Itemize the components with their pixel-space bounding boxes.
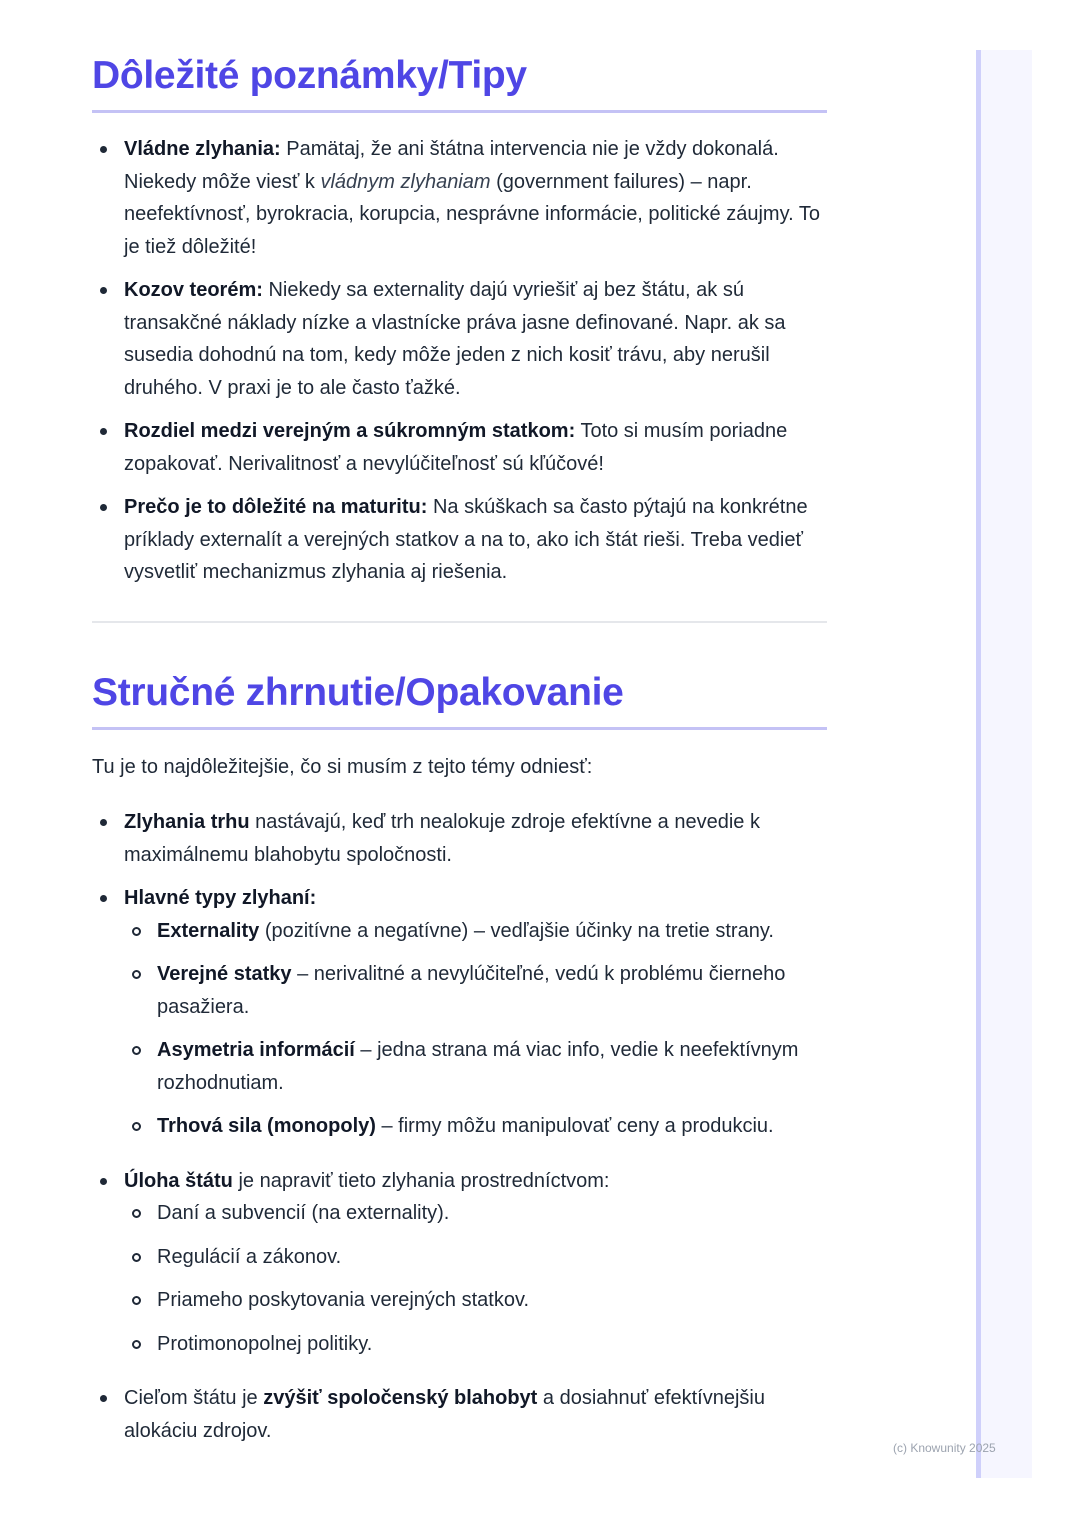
sub-list-item: Daní a subvencií (na externality). <box>124 1197 827 1230</box>
side-panel <box>976 50 1032 1478</box>
sub-list-item: Regulácií a zákonov. <box>124 1241 827 1274</box>
list-item: Vládne zlyhania: Pamätaj, že ani štátna intervencia nie je vždy dokonalá. Niekedy môže viesť k vládnym zlyhaniam (government failures) – napr. neefektívnosť, byrokracia, korupcia, nesprávne informácie, politické záujmy. To je tiež dôležité! <box>92 133 827 263</box>
list-item: Rozdiel medzi verejným a súkromným statkom: Toto si musím poriadne zopakovať. Nerivalitnosť a nevylúčiteľnosť sú kľúčové! <box>92 415 827 480</box>
failure-types-list <box>124 915 827 1143</box>
list-item: Úloha štátu je napraviť tieto zlyhania prostredníctvom: Daní a subvencií (na externality). Regulácií a zákonov. Priameho poskytovania verejných statkov. Protimonopolnej politiky. <box>92 1165 827 1361</box>
side-panel-border <box>976 50 981 1478</box>
summary-intro: Tu je to najdôležitejšie, čo si musím z tejto témy odniesť: <box>92 755 593 778</box>
list-item: Hlavné typy zlyhaní: Externality (pozitívne a negatívne) – vedľajšie účinky na tretie strany. Verejné statky – nerivalitné a nevylúčiteľné, vedú k problému čierneho pasažiera. Asymetria informácií – jedna strana má viac info, vedie k neefektívnym rozhodnutiam. Trhová sila (monopoly) – firmy môžu manipulovať ceny a produkciu. <box>92 882 827 1143</box>
state-role-list <box>124 1197 827 1360</box>
summary-list <box>92 806 827 1447</box>
document-content <box>92 50 827 1447</box>
list-item: Prečo je to dôležité na maturitu: Na skúškach sa často pýtajú na konkrétne príklady externalít a verejných statkov a na to, ako ich štát rieši. Treba vedieť vysvetliť mechanizmus zlyhania aj riešenia. <box>92 491 827 589</box>
list-item: Zlyhania trhu nastávajú, keď trh nealokuje zdroje efektívne a nevedie k maximálnemu blahobytu spoločnosti. <box>92 806 827 871</box>
section-title-summary: Stručné zhrnutie/Opakovanie <box>92 670 624 714</box>
list-item: Kozov teorém: Niekedy sa externality dajú vyriešiť aj bez štátu, ak sú transakčné náklady nízke a vlastnícke práva jasne definované. Napr. ak sa susedia dohodnú na tom, kedy môže jeden z nich kosiť trávu, aby nerušil druhého. V praxi je to ale často ťažké. <box>92 274 827 404</box>
sub-list-item: Protimonopolnej politiky. <box>124 1328 827 1361</box>
sub-list-item: Trhová sila (monopoly) – firmy môžu manipulovať ceny a produkciu. <box>124 1110 827 1143</box>
title-underline <box>92 727 827 730</box>
sub-list-item: Verejné statky – nerivalitné a nevylúčiteľné, vedú k problému čierneho pasažiera. <box>124 958 827 1023</box>
tips-list <box>92 133 827 589</box>
title-underline <box>92 110 827 113</box>
section-divider <box>92 621 827 623</box>
sub-list-item: Priameho poskytovania verejných statkov. <box>124 1284 827 1317</box>
list-item: Cieľom štátu je zvýšiť spoločenský blahobyt a dosiahnuť efektívnejšiu alokáciu zdrojov. <box>92 1382 827 1447</box>
sub-list-item: Externality (pozitívne a negatívne) – vedľajšie účinky na tretie strany. <box>124 915 827 948</box>
section-title-tips: Dôležité poznámky/Tipy <box>92 54 527 97</box>
copyright-footer: (c) Knowunity 2025 <box>893 1441 996 1455</box>
sub-list-item: Asymetria informácií – jedna strana má viac info, vedie k neefektívnym rozhodnutiam. <box>124 1034 827 1099</box>
